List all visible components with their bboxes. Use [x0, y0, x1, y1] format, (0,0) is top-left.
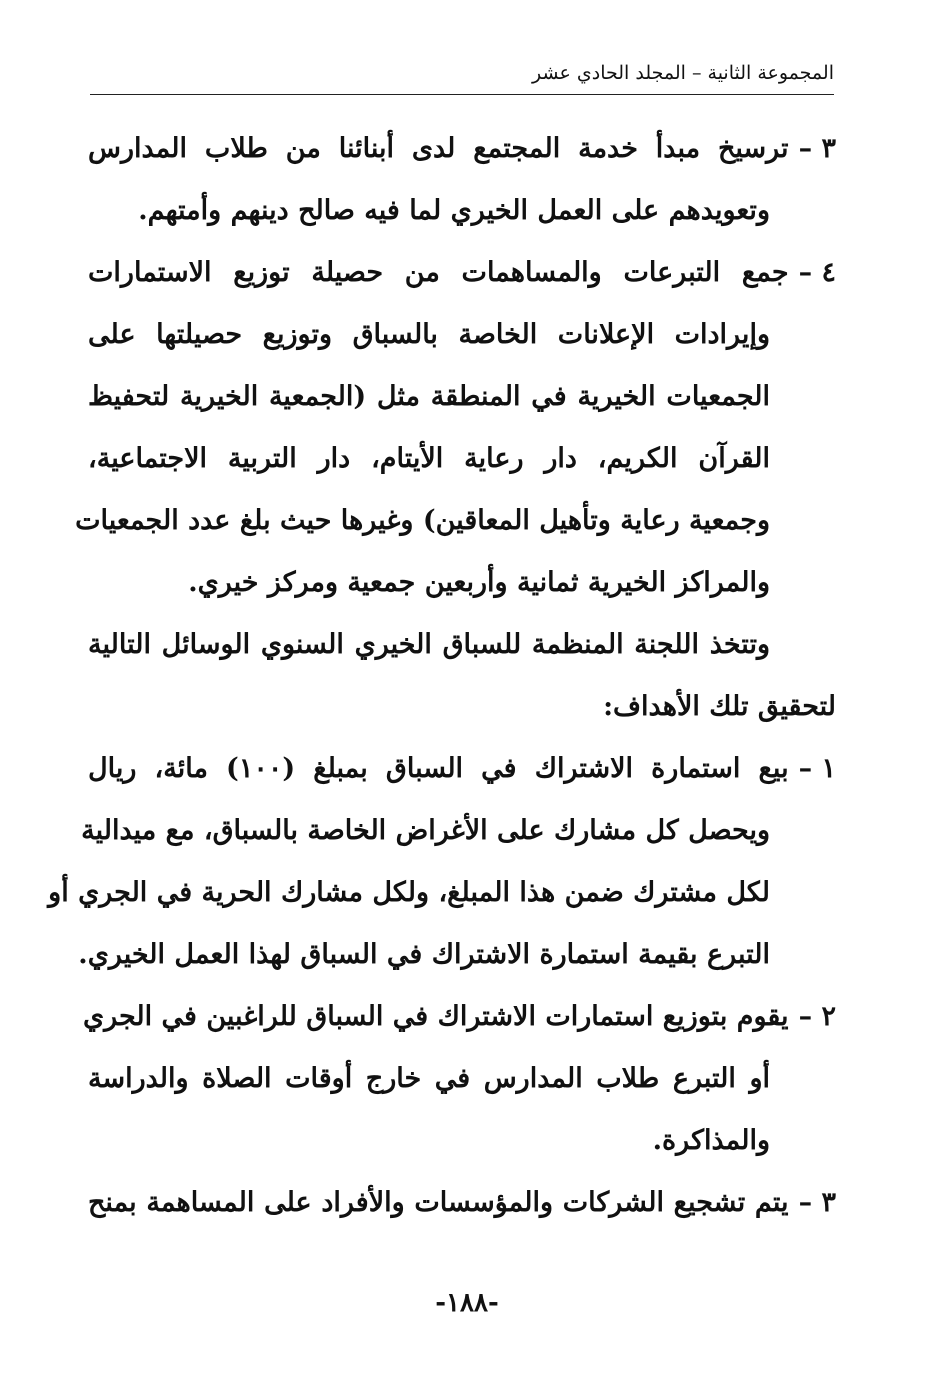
item-3-line-1: ٣ –ترسيخ مبدأ خدمة المجتمع لدى أبنائنا من طلاب المدارس — [88, 118, 836, 180]
item-number: ٤ – — [798, 257, 836, 288]
means-2-line-3: والمذاكرة. — [652, 1125, 770, 1156]
item-number: ٣ – — [798, 133, 836, 164]
header-title: المجموعة الثانية – المجلد الحادي عشر — [524, 62, 834, 84]
item-number: ٢ – — [798, 1001, 836, 1032]
means-1-line-2: ويحصل كل مشارك على الأغراض الخاصة بالسباق، مع ميدالية — [81, 815, 770, 846]
means-1-line-4: التبرع بقيمة استمارة الاشتراك في السباق لهذا العمل الخيري. — [78, 939, 770, 970]
item-number: ١ – — [798, 753, 837, 784]
intro-line-1: وتتخذ اللجنة المنظمة للسباق الخيري السنوي الوسائل التالية — [88, 629, 770, 660]
means-3-line-1: ٣ –يتم تشجيع الشركات والمؤسسات والأفراد على المساهمة بمنح — [88, 1172, 836, 1234]
item-number: ٣ – — [798, 1187, 836, 1218]
item-4-line-1: ٤ –جمع التبرعات والمساهمات من حصيلة توزيع الاستمارات — [88, 242, 836, 304]
item-4-line-3: الجمعيات الخيرية في المنطقة مثل (الجمعية الخيرية لتحفيظ — [88, 381, 770, 412]
page-body — [48, 118, 837, 1234]
means-2-line-1: ٢ –يقوم بتوزيع استمارات الاشتراك في السباق للراغبين في الجري — [88, 986, 836, 1048]
means-1-line-1: ١ –بيع استمارة الاشتراك في السباق بمبلغ (١٠٠) مائة، ريال — [88, 738, 836, 800]
item-4-line-5: وجمعية رعاية وتأهيل المعاقين) وغيرها حيث بلغ عدد الجمعيات — [75, 505, 770, 536]
item-3-line-2: وتعويدهم على العمل الخيري لما فيه صالح دينهم وأمتهم. — [138, 195, 770, 226]
means-2-line-2: أو التبرع طلاب المدارس في خارج أوقات الصلاة والدراسة — [88, 1063, 770, 1094]
running-header — [90, 58, 834, 95]
item-4-line-2: وإيرادات الإعلانات الخاصة بالسباق وتوزيع حصيلتها على — [88, 319, 770, 350]
intro-line-2: لتحقيق تلك الأهداف: — [603, 691, 836, 722]
means-1-line-3: لكل مشترك ضمن هذا المبلغ، ولكل مشارك الحرية في الجري أو — [48, 877, 770, 908]
item-4-line-6: والمراكز الخيرية ثمانية وأربعين جمعية ومركز خيري. — [188, 567, 770, 598]
item-4-line-4: القرآن الكريم، دار رعاية الأيتام، دار التربية الاجتماعية، — [88, 443, 770, 474]
page-number: -١٨٨- — [435, 1288, 499, 1318]
